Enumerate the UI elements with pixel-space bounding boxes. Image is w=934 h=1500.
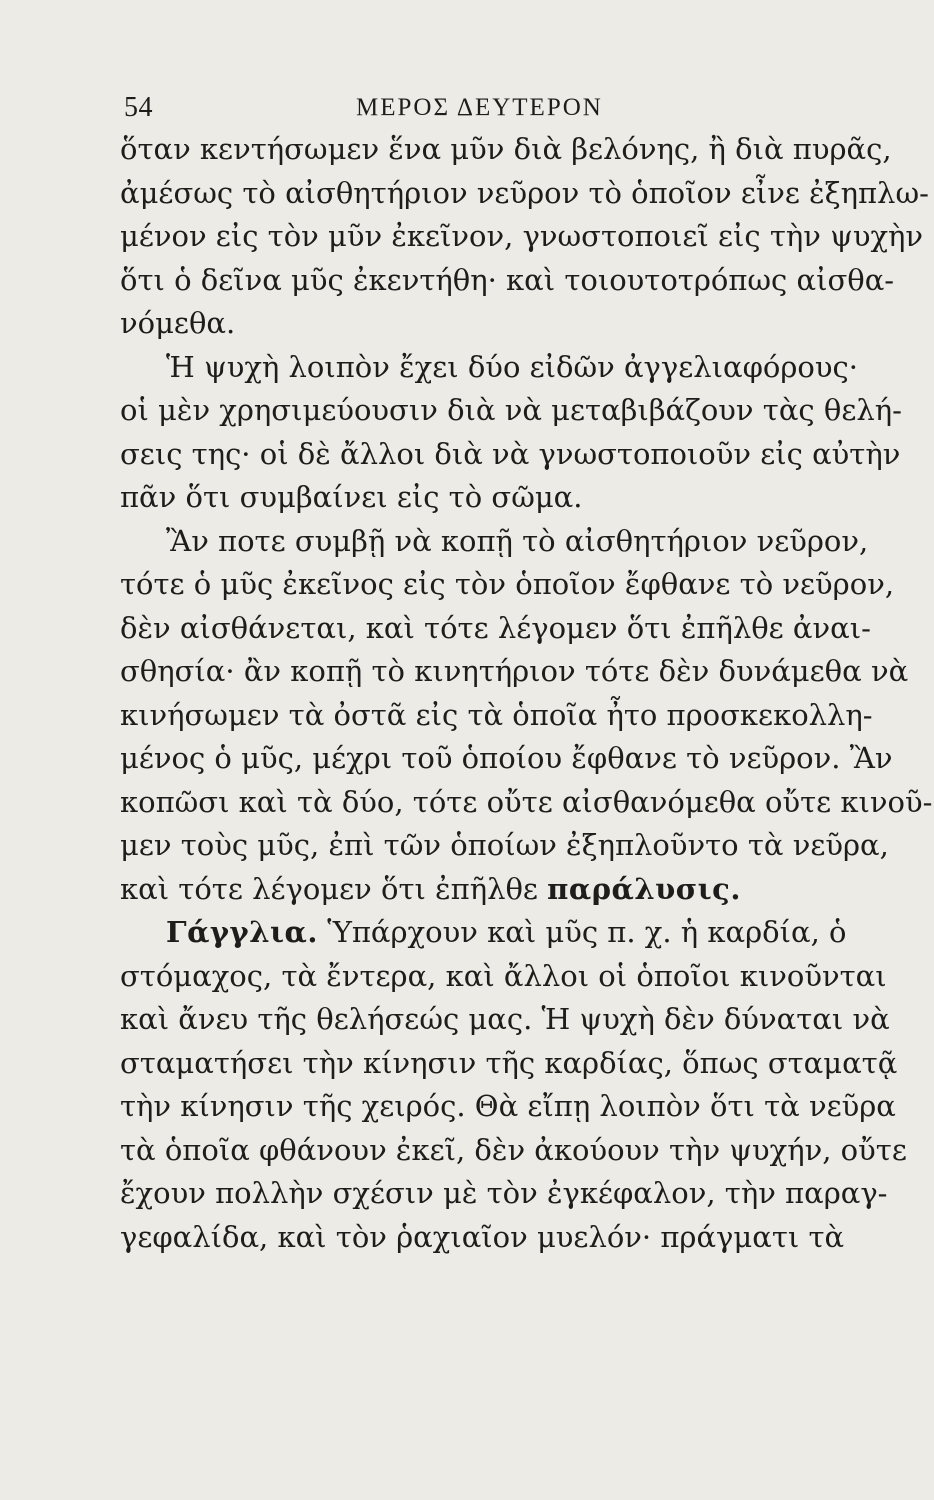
text-line — [120, 172, 929, 216]
line-text: κινήσωμεν τὰ ὀστᾶ εἰς τὰ ὁποῖα ἦτο προσκεκολλη- — [120, 697, 873, 732]
text-line — [120, 607, 871, 651]
text-line — [120, 302, 842, 346]
line-text: γεφαλίδα, καὶ τὸν ῥαχιαῖον μυελόν· πράγματι τὰ — [120, 1219, 845, 1254]
text-line — [120, 737, 893, 781]
line-text: τὴν κίνησιν τῆς χειρός. Θὰ εἴπῃ λοιπὸν ὅτι τὰ νεῦρα — [120, 1089, 896, 1123]
text-line — [120, 259, 895, 303]
page-number: 54 — [124, 92, 153, 123]
page-header — [0, 92, 934, 126]
line-text: πᾶν ὅτι συμβαίνει εἰς τὸ σῶμα. — [120, 480, 583, 514]
line-text: τὰ ὁποῖα φθάνουν ἐκεῖ, δὲν ἀκούουν τὴν ψυχήν, οὔτε — [120, 1132, 907, 1167]
text-line — [120, 694, 873, 738]
emphasized-term: παράλυσις. — [547, 871, 741, 906]
line-text: Ἂν ποτε συμβῇ νὰ κοπῇ τὸ αἰσθητήριον νεῦρον, — [166, 523, 869, 558]
text-line — [120, 868, 842, 912]
line-text: κοπῶσι καὶ τὰ δύο, τότε οὔτε αἰσθανόμεθα οὔτε κινοῦ- — [120, 784, 933, 819]
text-line — [120, 128, 892, 172]
text-line — [120, 520, 869, 564]
text-line — [120, 1042, 898, 1086]
line-text: νόμεθα. — [120, 306, 236, 340]
body-text — [120, 128, 933, 1259]
text-line — [120, 215, 924, 259]
line-text: σεις της· οἱ δὲ ἄλλοι διὰ νὰ γνωστοποιοῦν εἰς αὐτὴν — [120, 436, 901, 471]
line-text: οἱ μὲν χρησιμεύουσιν διὰ νὰ μεταβιβάζουν τὰς θελή- — [120, 393, 902, 427]
line-text: σταματήσει τὴν κίνησιν τῆς καρδίας, ὅπως σταματᾷ — [120, 1045, 898, 1080]
text-line — [120, 346, 858, 390]
line-text: δὲν αἰσθάνεται, καὶ τότε λέγομεν ὅτι ἐπῆλθε ἀναι- — [120, 610, 871, 645]
line-text: μεν τοὺς μῦς, ἐπὶ τῶν ὁποίων ἐξηπλοῦντο τὰ νεῦρα, — [120, 828, 889, 862]
line-text: ὅταν κεντήσωμεν ἕνα μῦν διὰ βελόνης, ἢ διὰ πυρᾶς, — [120, 132, 892, 166]
line-text: μένον εἰς τὸν μῦν ἐκεῖνον, γνωστοποιεῖ εἰς τὴν ψυχὴν — [120, 219, 924, 253]
text-line — [120, 781, 933, 825]
section-heading: Γάγγλια. — [166, 915, 318, 949]
text-line — [120, 1172, 888, 1216]
line-text: Ἡ ψυχὴ λοιπὸν ἔχει δύο εἰδῶν ἀγγελιαφόρους· — [166, 349, 858, 384]
text-line — [120, 563, 895, 607]
line-text: Ὑπάρχουν καὶ μῦς π. χ. ἡ καρδία, ὁ — [317, 915, 847, 949]
line-text: στόμαχος, τὰ ἔντερα, καὶ ἄλλοι οἱ ὁποῖοι κινοῦνται — [120, 958, 887, 993]
text-line — [120, 955, 887, 999]
text-line — [120, 1216, 845, 1260]
line-text: ἔχουν πολλὴν σχέσιν μὲ τὸν ἐγκέφαλον, τὴν παραγ- — [120, 1176, 888, 1210]
text-line — [120, 998, 890, 1042]
text-line — [120, 824, 889, 868]
text-line — [120, 650, 909, 694]
text-line — [120, 433, 901, 477]
text-line — [120, 1129, 907, 1173]
text-line — [120, 1085, 896, 1129]
text-line — [120, 911, 847, 955]
running-head: ΜΕΡΟΣ ΔΕΥΤΕΡΟΝ — [356, 94, 603, 121]
line-text: τότε ὁ μῦς ἐκεῖνος εἰς τὸν ὁποῖον ἔφθανε τὸ νεῦρον, — [120, 567, 895, 601]
text-line — [120, 476, 842, 520]
line-text: καὶ ἄνευ τῆς θελήσεώς μας. Ἡ ψυχὴ δὲν δύναται νὰ — [120, 1002, 890, 1036]
line-text: μένος ὁ μῦς, μέχρι τοῦ ὁποίου ἔφθανε τὸ νεῦρον. Ἂν — [120, 741, 893, 775]
line-text: ἀμέσως τὸ αἰσθητήριον νεῦρον τὸ ὁποῖον εἶνε ἐξηπλω- — [120, 175, 929, 210]
line-text: ὅτι ὁ δεῖνα μῦς ἐκεντήθη· καὶ τοιουτοτρόπως αἰσθα- — [120, 262, 895, 297]
line-text: καὶ τότε λέγομεν ὅτι ἐπῆλθε — [120, 871, 548, 906]
line-text: σθησία· ἂν κοπῇ τὸ κινητήριον τότε δὲν δυνάμεθα νὰ — [120, 654, 909, 688]
text-line — [120, 389, 902, 433]
